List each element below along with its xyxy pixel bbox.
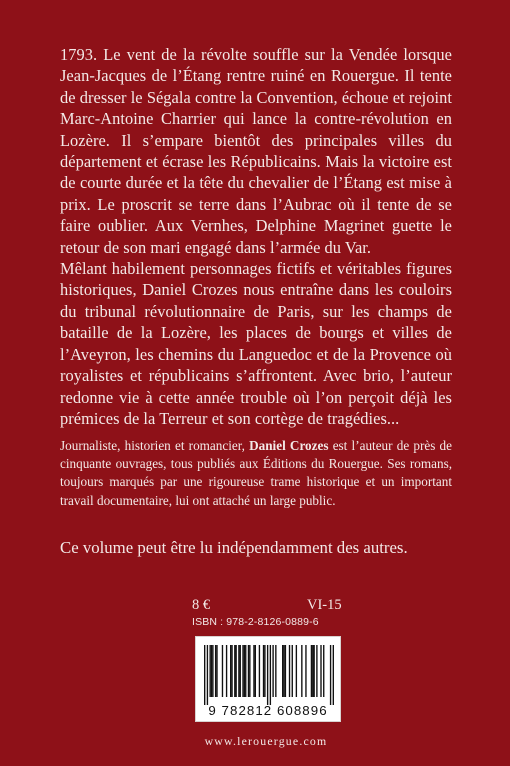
barcode-bar (249, 645, 250, 697)
barcode-bar (263, 645, 264, 697)
author-bio-text: est l’auteur de près de cinquante ouvrages, tous publiés aux Éditions du Rouergue. Ses romans, toujours marqués par une rigoureuse trame historique et un important travail documentaire, lui ont attaché un large public. (60, 438, 452, 508)
barcode-bar (270, 645, 271, 705)
barcode-bar (231, 645, 232, 697)
barcode-bar (234, 645, 235, 697)
barcode-bar (216, 645, 217, 697)
barcode-bar (259, 645, 260, 697)
barcode-bar (215, 645, 216, 697)
barcode-bar (305, 645, 306, 697)
barcode-bar (253, 645, 254, 697)
barcode-bar (222, 645, 223, 697)
barcode-bar (333, 645, 334, 705)
barcode (195, 636, 341, 722)
price: 8 € (192, 597, 211, 613)
barcode-bar (330, 645, 331, 705)
barcode-bar (289, 645, 290, 697)
barcode-bar (230, 645, 231, 697)
summary-paragraph-1: 1793. Le vent de la révolte souffle sur la Vendée lorsque Jean-Jacques de l’Étang rentre ruiné en Rouergue. Il tente de dresser le Ségala contre la Convention, échoue et rejoint Marc-Antoine Charrier qui lance la contre-révolution en Lozère. Il s’empare bientôt des principales villes du département et écrase les Républicains. Mais la victoire est de courte durée et la tête du chevalier de l’Étang est mise à prix. Le proscrit se terre dans l’Aubrac où il tente de se faire oublier. Aux Vernhes, Delphine Magrinet guette le retour de son mari engagé dans l’armée du Var. (60, 45, 452, 257)
barcode-bar (244, 645, 245, 697)
barcode-bar (255, 645, 256, 697)
barcode-bar (312, 645, 313, 697)
barcode-bar (248, 645, 249, 697)
barcode-bar (320, 645, 321, 697)
barcode-bars (204, 645, 334, 705)
barcode-bar (311, 645, 312, 697)
barcode-bar (240, 645, 241, 697)
publisher-website: www.lerouergue.com (204, 734, 328, 748)
barcode-bar (323, 645, 324, 697)
summary-paragraph-2: Mêlant habilement personnages fictifs et véritables figures historiques, Daniel Crozes nous entraîne dans les couloirs du tribunal révolutionnaire de Paris, sur les champs de bataille de la Lozère, les places de bourgs et villes de l’Aveyron, les chemins du Languedoc et de la Provence où royalistes et républicains s’affrontent. Avec brio, l’auteur redonne vie à cette année trouble où l’on perçoit déjà les prémices de la Terreur et son cortège de tragédies... (60, 259, 452, 428)
barcode-bar (313, 645, 314, 697)
barcode-bar (316, 645, 317, 697)
barcode-bar (301, 645, 302, 697)
barcode-bar (272, 645, 273, 697)
author-bio (60, 437, 452, 510)
barcode-bar (267, 645, 268, 705)
barcode-bar (211, 645, 212, 697)
series-code: VI-15 (307, 597, 342, 613)
barcode-bar (264, 645, 265, 697)
barcode-bar (238, 645, 239, 697)
barcode-bar (235, 645, 236, 697)
barcode-bar (226, 645, 227, 697)
barcode-bar (207, 645, 208, 705)
author-bio-intro: Journaliste, historien et romancier, (60, 438, 250, 453)
barcode-bar (283, 645, 284, 697)
barcode-bar (209, 645, 210, 697)
barcode-bar (245, 645, 246, 697)
independent-volume-note: Ce volume peut être lu indépendamment des autres. (60, 538, 408, 557)
barcode-bar (204, 645, 205, 705)
barcode-bar (292, 645, 293, 697)
isbn: ISBN : 978-2-8126-0889-6 (192, 616, 319, 628)
barcode-bar (282, 645, 283, 697)
author-name: Daniel Crozes (249, 438, 329, 453)
barcode-bar (275, 645, 276, 697)
barcode-digits: 9 782812 608896 (208, 703, 328, 718)
barcode-bar (285, 645, 286, 697)
barcode-bar (242, 645, 243, 697)
back-cover-summary (60, 44, 452, 429)
barcode-bar (296, 645, 297, 697)
barcode-bar (212, 645, 213, 697)
